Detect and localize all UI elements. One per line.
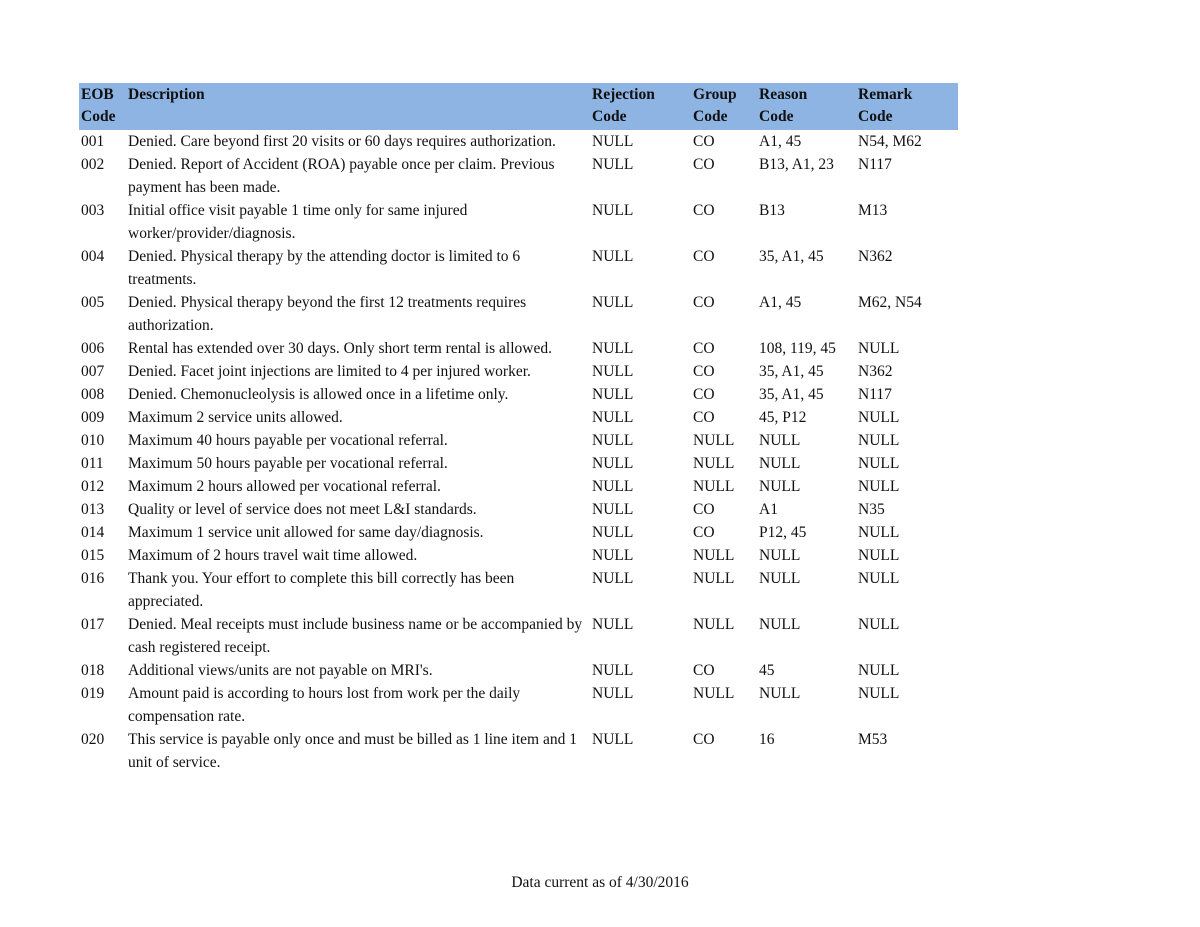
cell-remark-code: NULL [858,662,900,679]
cell-eob-code: 001 [81,133,105,150]
cell-rejection-code: NULL [592,248,634,265]
cell-group-code: CO [693,294,715,311]
table-row [79,291,958,337]
cell-remark-code: M13 [858,202,888,219]
cell-remark-code: M53 [858,731,888,748]
table-row [79,406,958,429]
cell-group-code: CO [693,248,715,265]
data-current-footer: Data current as of 4/30/2016 [511,874,689,891]
table-row [79,199,958,245]
table-row [79,521,958,544]
cell-description: Denied. Care beyond first 20 visits or 60 days requires authorization. [128,133,556,150]
cell-reason-code: NULL [759,478,801,495]
table-row [79,567,958,613]
cell-rejection-code: NULL [592,478,634,495]
cell-eob-code: 013 [81,501,105,518]
cell-group-code: CO [693,731,715,748]
cell-eob-code: 015 [81,547,105,564]
cell-eob-code: 005 [81,294,105,311]
table-row [79,475,958,498]
cell-remark-code: NULL [858,685,900,702]
cell-rejection-code: NULL [592,662,634,679]
cell-rejection-code: NULL [592,294,634,311]
cell-reason-code: A1, 45 [759,133,802,150]
cell-remark-code: NULL [858,340,900,357]
cell-description: Denied. Meal receipts must include business name or be accompanied by cash registered receipt. [128,616,583,656]
cell-reason-code: P12, 45 [759,524,807,541]
cell-description: Amount paid is according to hours lost from work per the daily compensation rate. [128,685,521,725]
table-row [79,728,958,774]
cell-remark-code: NULL [858,616,900,633]
cell-eob-code: 008 [81,386,105,403]
cell-description: Maximum 40 hours payable per vocational referral. [128,432,448,449]
cell-description: Denied. Physical therapy beyond the first 12 treatments requires authorization. [128,294,527,334]
cell-group-code: CO [693,386,715,403]
cell-reason-code: NULL [759,432,801,449]
cell-reason-code: B13 [759,202,785,219]
cell-description: Maximum 50 hours payable per vocational referral. [128,455,448,472]
cell-rejection-code: NULL [592,524,634,541]
cell-group-code: CO [693,409,715,426]
table-row [79,153,958,199]
cell-description: Denied. Chemonucleolysis is allowed once in a lifetime only. [128,386,509,403]
cell-group-code: CO [693,156,715,173]
cell-remark-code: N362 [858,363,893,380]
cell-remark-code: NULL [858,432,900,449]
cell-remark-code: M62, N54 [858,294,922,311]
cell-rejection-code: NULL [592,386,634,403]
cell-remark-code: N117 [858,386,892,403]
cell-reason-code: A1 [759,501,778,518]
cell-description: Rental has extended over 30 days. Only short term rental is allowed. [128,340,552,357]
table-row [79,613,958,659]
cell-reason-code: 35, A1, 45 [759,363,824,380]
cell-reason-code: NULL [759,455,801,472]
header-remark-code: Remark Code [858,86,913,125]
cell-eob-code: 012 [81,478,105,495]
header-eob-code: EOB Code [81,86,116,125]
cell-description: Additional views/units are not payable on MRI's. [128,662,433,679]
cell-rejection-code: NULL [592,156,634,173]
cell-description: Denied. Physical therapy by the attending doctor is limited to 6 treatments. [128,248,521,288]
cell-eob-code: 016 [81,570,105,587]
cell-description: Denied. Report of Accident (ROA) payable once per claim. Previous payment has been made. [128,156,555,196]
cell-group-code: CO [693,501,715,518]
header-description: Description [128,86,205,103]
table-row [79,659,958,682]
cell-rejection-code: NULL [592,731,634,748]
cell-reason-code: A1, 45 [759,294,802,311]
cell-group-code: CO [693,662,715,679]
cell-rejection-code: NULL [592,409,634,426]
cell-reason-code: 35, A1, 45 [759,248,824,265]
cell-eob-code: 018 [81,662,105,679]
table-body [79,130,958,774]
cell-group-code: NULL [693,616,735,633]
cell-remark-code: NULL [858,478,900,495]
cell-reason-code: NULL [759,570,801,587]
table-row [79,245,958,291]
cell-description: Maximum 1 service unit allowed for same day/diagnosis. [128,524,484,541]
cell-reason-code: 16 [759,731,775,748]
cell-eob-code: 007 [81,363,105,380]
cell-rejection-code: NULL [592,501,634,518]
table-row [79,452,958,475]
cell-group-code: NULL [693,455,735,472]
cell-group-code: NULL [693,432,735,449]
table-row [79,337,958,360]
header-rejection-code: Rejection Code [592,86,655,125]
cell-group-code: CO [693,133,715,150]
cell-description: Maximum 2 service units allowed. [128,409,343,426]
header-group-code: Group Code [693,86,737,125]
cell-description: Thank you. Your effort to complete this bill correctly has been appreciated. [128,570,515,610]
cell-remark-code: N117 [858,156,892,173]
cell-rejection-code: NULL [592,202,634,219]
cell-eob-code: 006 [81,340,105,357]
cell-remark-code: NULL [858,524,900,541]
cell-remark-code: N362 [858,248,893,265]
cell-eob-code: 003 [81,202,105,219]
cell-reason-code: 108, 119, 45 [759,340,836,357]
cell-reason-code: B13, A1, 23 [759,156,834,173]
cell-remark-code: NULL [858,570,900,587]
cell-group-code: NULL [693,478,735,495]
cell-eob-code: 004 [81,248,105,265]
cell-rejection-code: NULL [592,340,634,357]
table-row [79,429,958,452]
eob-code-table [79,83,958,774]
cell-rejection-code: NULL [592,547,634,564]
cell-eob-code: 010 [81,432,105,449]
cell-eob-code: 019 [81,685,105,702]
header-reason-code: Reason Code [759,86,808,125]
cell-eob-code: 020 [81,731,105,748]
cell-reason-code: NULL [759,616,801,633]
cell-eob-code: 009 [81,409,105,426]
cell-rejection-code: NULL [592,685,634,702]
cell-reason-code: NULL [759,685,801,702]
cell-group-code: CO [693,524,715,541]
table-row [79,544,958,567]
table-row [79,130,958,153]
cell-reason-code: NULL [759,547,801,564]
cell-rejection-code: NULL [592,363,634,380]
cell-remark-code: N54, M62 [858,133,922,150]
cell-rejection-code: NULL [592,133,634,150]
cell-eob-code: 014 [81,524,105,541]
cell-rejection-code: NULL [592,455,634,472]
cell-reason-code: 45, P12 [759,409,807,426]
cell-description: Initial office visit payable 1 time only for same injured worker/provider/diagnosis. [128,202,468,242]
cell-remark-code: NULL [858,547,900,564]
cell-remark-code: NULL [858,455,900,472]
cell-remark-code: NULL [858,409,900,426]
cell-description: Quality or level of service does not meet L&I standards. [128,501,477,518]
cell-group-code: CO [693,340,715,357]
cell-rejection-code: NULL [592,570,634,587]
table-row [79,383,958,406]
cell-group-code: NULL [693,547,735,564]
table-row [79,498,958,521]
cell-description: This service is payable only once and must be billed as 1 line item and 1 unit of service. [128,731,577,771]
cell-remark-code: N35 [858,501,885,518]
cell-group-code: CO [693,363,715,380]
table-row [79,360,958,383]
cell-rejection-code: NULL [592,432,634,449]
cell-eob-code: 002 [81,156,105,173]
cell-reason-code: 35, A1, 45 [759,386,824,403]
cell-eob-code: 011 [81,455,104,472]
cell-group-code: NULL [693,570,735,587]
cell-eob-code: 017 [81,616,105,633]
cell-description: Maximum 2 hours allowed per vocational referral. [128,478,441,495]
cell-description: Denied. Facet joint injections are limited to 4 per injured worker. [128,363,531,380]
cell-description: Maximum of 2 hours travel wait time allowed. [128,547,418,564]
cell-rejection-code: NULL [592,616,634,633]
cell-reason-code: 45 [759,662,775,679]
table-row [79,682,958,728]
table-header [79,83,958,130]
cell-group-code: CO [693,202,715,219]
header-row [79,83,958,130]
cell-group-code: NULL [693,685,735,702]
